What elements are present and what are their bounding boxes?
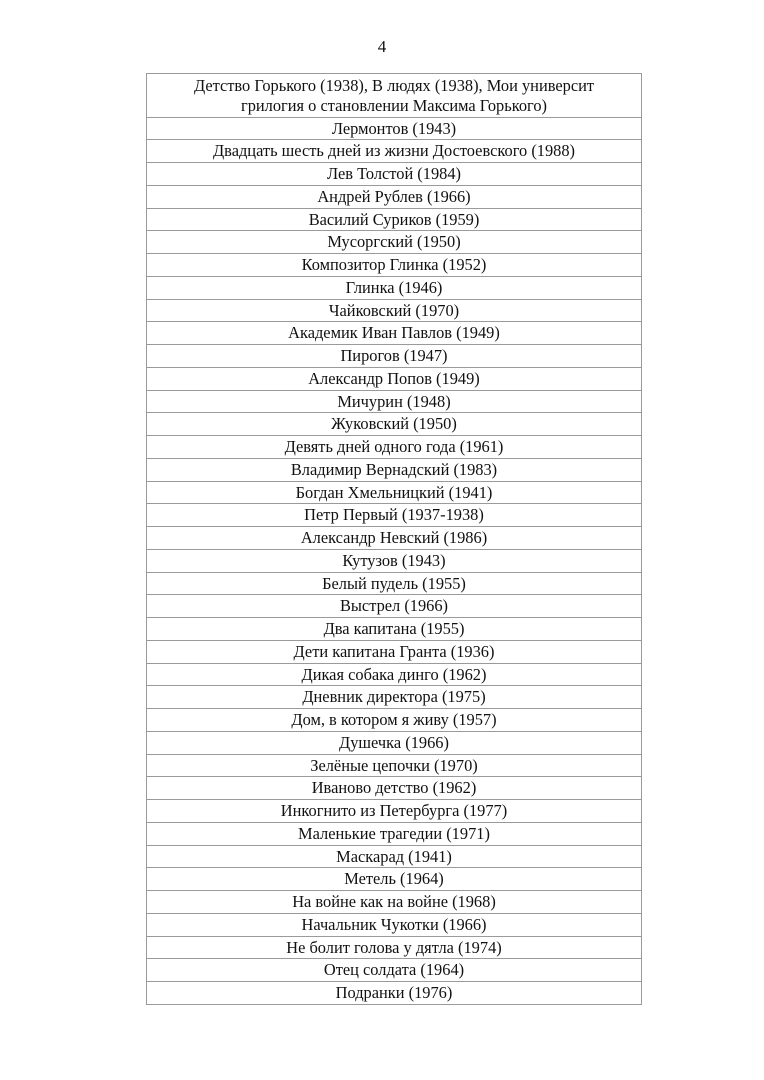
- table-row: Дом, в котором я живу (1957): [147, 709, 641, 732]
- table-row: Дневник директора (1975): [147, 686, 641, 709]
- table-row: Андрей Рублев (1966): [147, 186, 641, 209]
- table-row: Дети капитана Гранта (1936): [147, 641, 641, 664]
- table-row: Лермонтов (1943): [147, 118, 641, 141]
- cell-text-line-1: Детство Горького (1938), В людях (1938), Мои университ: [193, 76, 595, 95]
- table-row: Василий Суриков (1959): [147, 209, 641, 232]
- table-row: Отец солдата (1964): [147, 959, 641, 982]
- table-row: Зелёные цепочки (1970): [147, 755, 641, 778]
- table-row: Мусоргский (1950): [147, 231, 641, 254]
- table-row: Начальник Чукотки (1966): [147, 914, 641, 937]
- table-row: Академик Иван Павлов (1949): [147, 322, 641, 345]
- table-row: Инкогнито из Петербурга (1977): [147, 800, 641, 823]
- table-row: Дикая собака динго (1962): [147, 664, 641, 687]
- table-row: Композитор Глинка (1952): [147, 254, 641, 277]
- page-number: 4: [377, 37, 387, 56]
- table-row: Подранки (1976): [147, 982, 641, 1005]
- table-row: [147, 74, 641, 118]
- table-row: Белый пудель (1955): [147, 573, 641, 596]
- table-row: Двадцать шесть дней из жизни Достоевского (1988): [147, 140, 641, 163]
- table-row: Богдан Хмельницкий (1941): [147, 482, 641, 505]
- table-row: Два капитана (1955): [147, 618, 641, 641]
- table-row: Чайковский (1970): [147, 300, 641, 323]
- table-row: Владимир Вернадский (1983): [147, 459, 641, 482]
- table-row: Александр Невский (1986): [147, 527, 641, 550]
- table-row: Девять дней одного года (1961): [147, 436, 641, 459]
- film-list-table: [146, 73, 642, 1005]
- table-row: Кутузов (1943): [147, 550, 641, 573]
- table-row: Выстрел (1966): [147, 595, 641, 618]
- cell-text-line-2: грилогия о становлении Максима Горького): [240, 96, 548, 115]
- table-row: Метель (1964): [147, 868, 641, 891]
- table-row: Александр Попов (1949): [147, 368, 641, 391]
- table-row: Маскарад (1941): [147, 846, 641, 869]
- table-row: На войне как на войне (1968): [147, 891, 641, 914]
- table-row: Жуковский (1950): [147, 413, 641, 436]
- table-row: Не болит голова у дятла (1974): [147, 937, 641, 960]
- table-row: Петр Первый (1937-1938): [147, 504, 641, 527]
- table-row: Мичурин (1948): [147, 391, 641, 414]
- table-row: Лев Толстой (1984): [147, 163, 641, 186]
- table-row: Душечка (1966): [147, 732, 641, 755]
- table-row: Иваново детство (1962): [147, 777, 641, 800]
- table-row: Глинка (1946): [147, 277, 641, 300]
- table-row: Маленькие трагедии (1971): [147, 823, 641, 846]
- table-row: Пирогов (1947): [147, 345, 641, 368]
